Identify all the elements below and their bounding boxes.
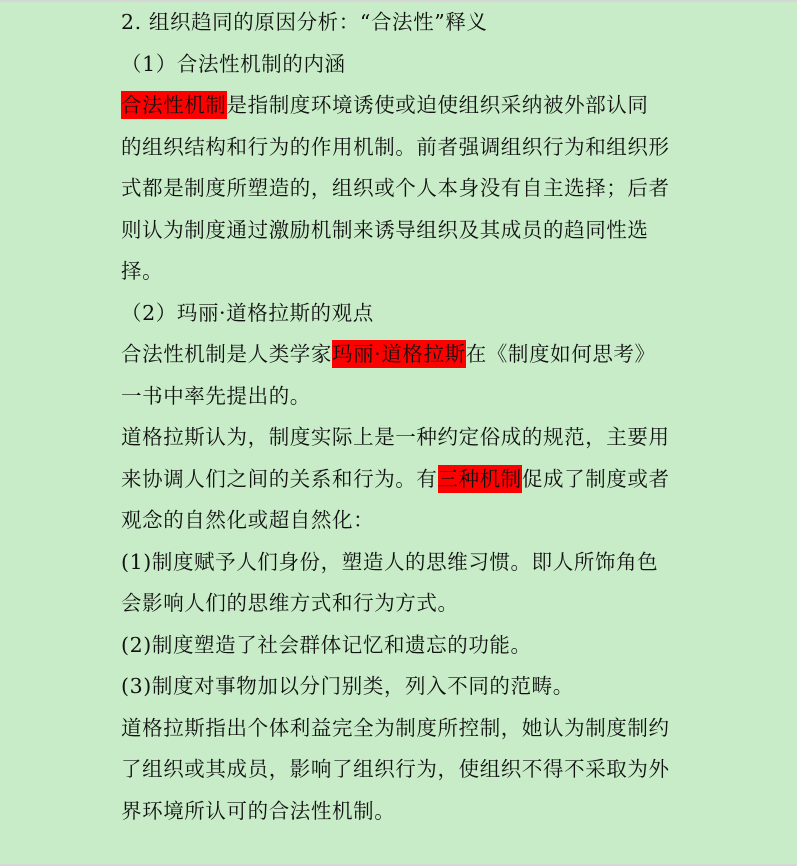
list-item: (3)制度对事物加以分门别类，列入不同的范畴。 <box>121 674 574 698</box>
paragraph-line: 则认为制度通过激励机制来诱导组织及其成员的趋同性选 <box>121 217 649 242</box>
highlighted-term: 合法性机制 <box>121 93 227 117</box>
paragraph-line: 道格拉斯认为，制度实际上是一种约定俗成的规范，主要用 <box>121 425 670 449</box>
document-body <box>121 2 681 832</box>
paragraph-line: 界环境所认可的合法性机制。 <box>121 798 396 823</box>
line-text: 在《制度如何思考》 <box>465 342 656 366</box>
paragraph-line <box>121 85 681 127</box>
list-item: (1)制度赋予人们身份，塑造人的思维习惯。即人所饰角色 <box>121 549 659 574</box>
line-text: 是指制度环境诱使或迫使组织采纳被外部认同 <box>226 93 649 117</box>
paragraph-legitimacy-definition <box>121 85 681 293</box>
paragraph-douglas-conclusion <box>121 708 681 833</box>
line-text: 促成了制度或者 <box>521 466 670 491</box>
highlighted-term: 三种机制 <box>437 466 522 491</box>
paragraph-line: 的组织结构和行为的作用机制。前者强调组织行为和组织形 <box>121 134 670 159</box>
paragraph-line: 式都是制度所塑造的，组织或个人本身没有自主选择；后者 <box>121 176 670 200</box>
list-item: (2)制度塑造了社会群体记忆和遗忘的功能。 <box>121 632 532 657</box>
paragraph-line: 道格拉斯指出个体利益完全为制度所控制，她认为制度制约 <box>121 715 670 740</box>
paragraph-line: 观念的自然化或超自然化： <box>121 508 375 532</box>
paragraph-line <box>121 459 681 501</box>
paragraph-line: 一书中率先提出的。 <box>121 383 311 408</box>
line-text: 来协调人们之间的关系和行为。有 <box>121 466 438 491</box>
highlighted-term: 玛丽·道格拉斯 <box>332 342 466 366</box>
subsection-heading-2: （2）玛丽·道格拉斯的观点 <box>121 300 374 325</box>
list-item-continuation: 会影响人们的思维方式和行为方式。 <box>121 591 459 615</box>
paragraph-line: 了组织或其成员，影响了组织行为，使组织不得不采取为外 <box>121 757 670 781</box>
paragraph-line: 择。 <box>121 259 164 283</box>
mechanism-list <box>121 542 681 708</box>
paragraph-douglas-origin <box>121 334 681 417</box>
subsection-heading-1: （1）合法性机制的内涵 <box>121 51 346 76</box>
section-heading: 2. 组织趋同的原因分析：“合法性”释义 <box>121 10 488 34</box>
line-text: 合法性机制是人类学家 <box>121 342 332 366</box>
paragraph-three-mechanisms <box>121 417 681 542</box>
paragraph-line <box>121 334 681 376</box>
